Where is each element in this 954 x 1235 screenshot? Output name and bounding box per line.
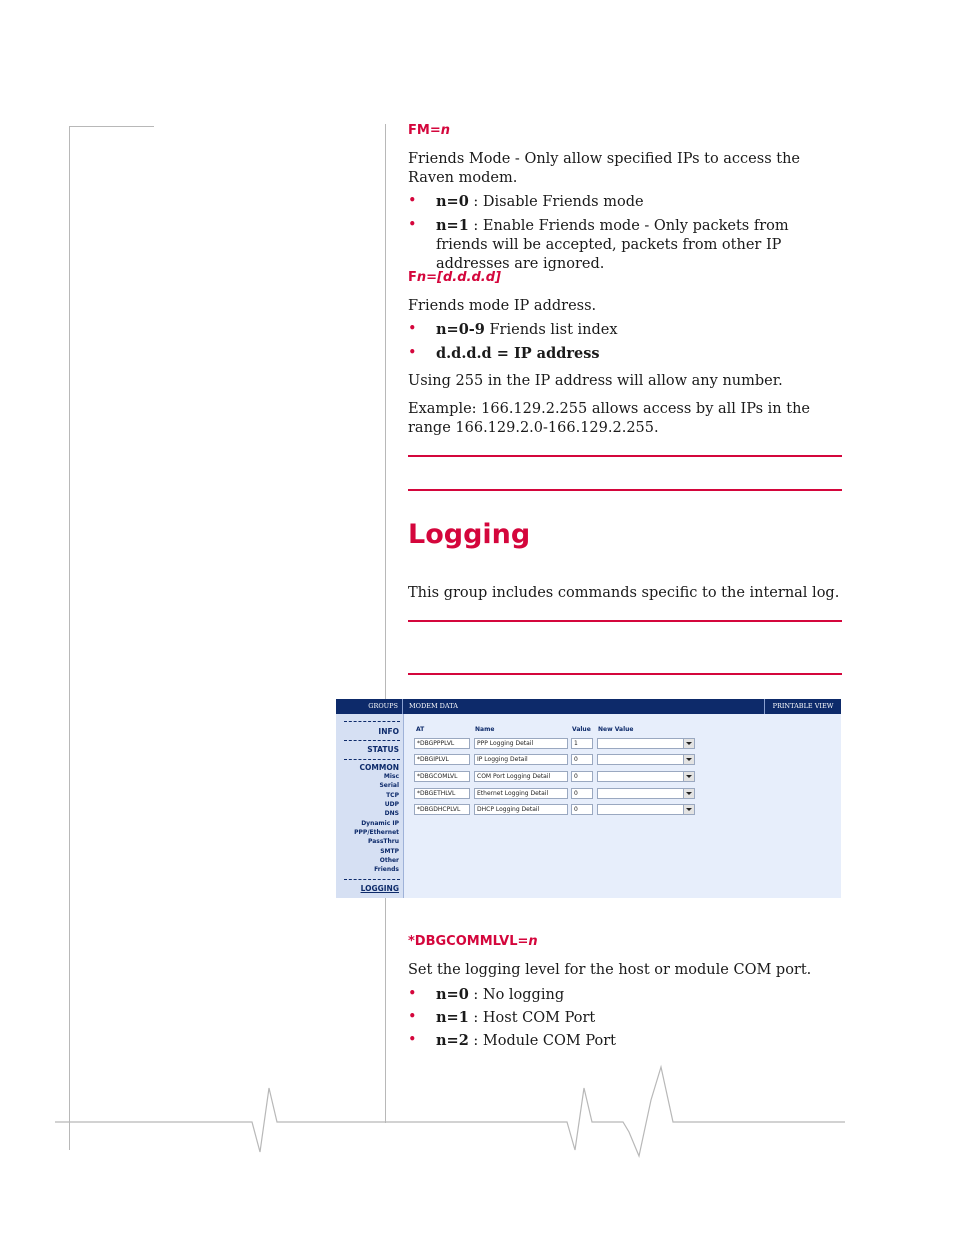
sidebar-sub-friends[interactable]: Friends: [374, 866, 399, 873]
fn-command: [408, 270, 501, 285]
bullet-dot: •: [408, 217, 417, 233]
column-header-at: AT: [416, 726, 425, 733]
sidebar-sub-serial[interactable]: Serial: [379, 782, 399, 789]
chevron-down-icon: [683, 739, 694, 748]
new-value-select[interactable]: [597, 738, 695, 749]
groups-sidebar: [336, 714, 404, 898]
dbg-bullet-0-bold: n=0: [436, 986, 469, 1003]
name-field: COM Port Logging Detail: [474, 771, 568, 782]
name-field: Ethernet Logging Detail: [474, 788, 568, 799]
sidebar-sub-udp[interactable]: UDP: [384, 801, 399, 808]
new-value-select[interactable]: [597, 804, 695, 815]
printable-view-link[interactable]: PRINTABLE VIEW: [764, 699, 841, 714]
name-field: IP Logging Detail: [474, 754, 568, 765]
sidebar-sub-smtp[interactable]: SMTP: [380, 848, 399, 855]
bullet-dot: •: [408, 1032, 417, 1048]
section-rule: [408, 489, 842, 491]
modem-config-screenshot: [336, 699, 841, 898]
fm-command-prefix: FM=: [408, 123, 441, 138]
sidebar-item-info[interactable]: INFO: [378, 727, 399, 736]
sidebar-sub-other[interactable]: Other: [379, 857, 399, 864]
groups-header: GROUPS: [336, 699, 403, 714]
sidebar-sub-passthru[interactable]: PassThru: [367, 838, 399, 845]
fm-bullet-0-bold: n=0: [436, 193, 469, 210]
sidebar-sub-tcp[interactable]: TCP: [386, 792, 399, 799]
new-value-select[interactable]: [597, 788, 695, 799]
section-rule: [408, 455, 842, 457]
fn-bullet-1-bold: d.d.d.d = IP address: [436, 345, 600, 362]
value-field: 0: [571, 804, 593, 815]
dbg-bullet-1-bold: n=1: [436, 1009, 469, 1026]
bullet-dot: •: [408, 321, 417, 337]
at-command-field: *DBGCOMLVL: [414, 771, 470, 782]
sidebar-sub-ppp-ethernet[interactable]: PPP/Ethernet: [354, 829, 399, 836]
fm-bullet-1-bold: n=1: [436, 217, 469, 234]
fn-bullet-0-text: Friends list index: [484, 322, 618, 338]
column-header-new-value: New Value: [598, 726, 634, 733]
column-header-name: Name: [475, 726, 495, 733]
sidebar-divider: [344, 721, 400, 722]
at-command-field: *DBGETHLVL: [414, 788, 470, 799]
at-command-field: *DBGDHCPLVL: [414, 804, 470, 815]
sidebar-divider: [344, 879, 400, 880]
fm-bullet-1-text: : Enable Friends mode - Only packets from friends will be accepted, packets from other IP addresses are ignored.: [436, 218, 789, 272]
bullet-dot: •: [408, 193, 417, 209]
at-command-field: *DBGPPPLVL: [414, 738, 470, 749]
value-field: 0: [571, 771, 593, 782]
top-corner-line: [69, 126, 154, 127]
column-header-value: Value: [572, 726, 591, 733]
sidebar-divider: [344, 759, 400, 760]
dbg-command-prefix: *DBGCOMMLVL=: [408, 934, 529, 949]
section-rule: [408, 620, 842, 622]
dbg-bullet-0-text: : No logging: [468, 987, 565, 1003]
fn-note-wildcard: Using 255 in the IP address will allow any number.: [408, 373, 783, 389]
sidebar-sub-misc[interactable]: Misc: [383, 773, 399, 780]
left-margin-line: [69, 126, 70, 1150]
bullet-dot: •: [408, 986, 417, 1002]
sidebar-item-logging[interactable]: LOGGING: [360, 884, 399, 893]
bullet-dot: •: [408, 345, 417, 361]
fm-description: Friends Mode - Only allow specified IPs to access the Raven modem.: [408, 151, 800, 186]
column-divider-line: [385, 124, 386, 1123]
footer-pulse-line: [55, 1060, 845, 1160]
chevron-down-icon: [683, 772, 694, 781]
dbg-bullet-2-bold: n=2: [436, 1032, 469, 1049]
dbg-command-param: n: [528, 934, 538, 949]
fm-command: [408, 123, 450, 138]
new-value-select[interactable]: [597, 771, 695, 782]
sidebar-divider: [344, 740, 400, 741]
new-value-select[interactable]: [597, 754, 695, 765]
dbg-bullet-1-text: : Host COM Port: [468, 1010, 596, 1026]
fm-bullet-0-text: : Disable Friends mode: [468, 194, 644, 210]
logging-heading: Logging: [408, 519, 531, 550]
name-field: PPP Logging Detail: [474, 738, 568, 749]
fn-command-prefix: F: [408, 270, 417, 285]
fn-note-example: Example: 166.129.2.255 allows access by all IPs in the range 166.129.2.0-166.129.2.255.: [408, 401, 810, 436]
chevron-down-icon: [683, 805, 694, 814]
fn-bullet-0-bold: n=0-9: [436, 321, 485, 338]
value-field: 1: [571, 738, 593, 749]
dbg-description: Set the logging level for the host or module COM port.: [408, 962, 812, 978]
chevron-down-icon: [683, 789, 694, 798]
sidebar-sub-dns[interactable]: DNS: [384, 810, 399, 817]
dbg-command: [408, 934, 538, 949]
section-rule: [408, 673, 842, 675]
sidebar-item-common[interactable]: COMMON: [359, 763, 399, 772]
fn-command-param: n=[d.d.d.d]: [416, 270, 501, 285]
value-field: 0: [571, 754, 593, 765]
fn-description: Friends mode IP address.: [408, 298, 597, 314]
fm-command-param: n: [440, 123, 450, 138]
name-field: DHCP Logging Detail: [474, 804, 568, 815]
at-command-field: *DBGIPLVL: [414, 754, 470, 765]
sidebar-sub-dynamic-ip[interactable]: Dynamic IP: [361, 820, 399, 827]
logging-intro: This group includes commands specific to the internal log.: [408, 585, 840, 601]
value-field: 0: [571, 788, 593, 799]
bullet-dot: •: [408, 1009, 417, 1025]
sidebar-item-status[interactable]: STATUS: [367, 745, 399, 754]
chevron-down-icon: [683, 755, 694, 764]
dbg-bullet-2-text: : Module COM Port: [468, 1033, 617, 1049]
modem-data-header: MODEM DATA: [409, 702, 458, 710]
